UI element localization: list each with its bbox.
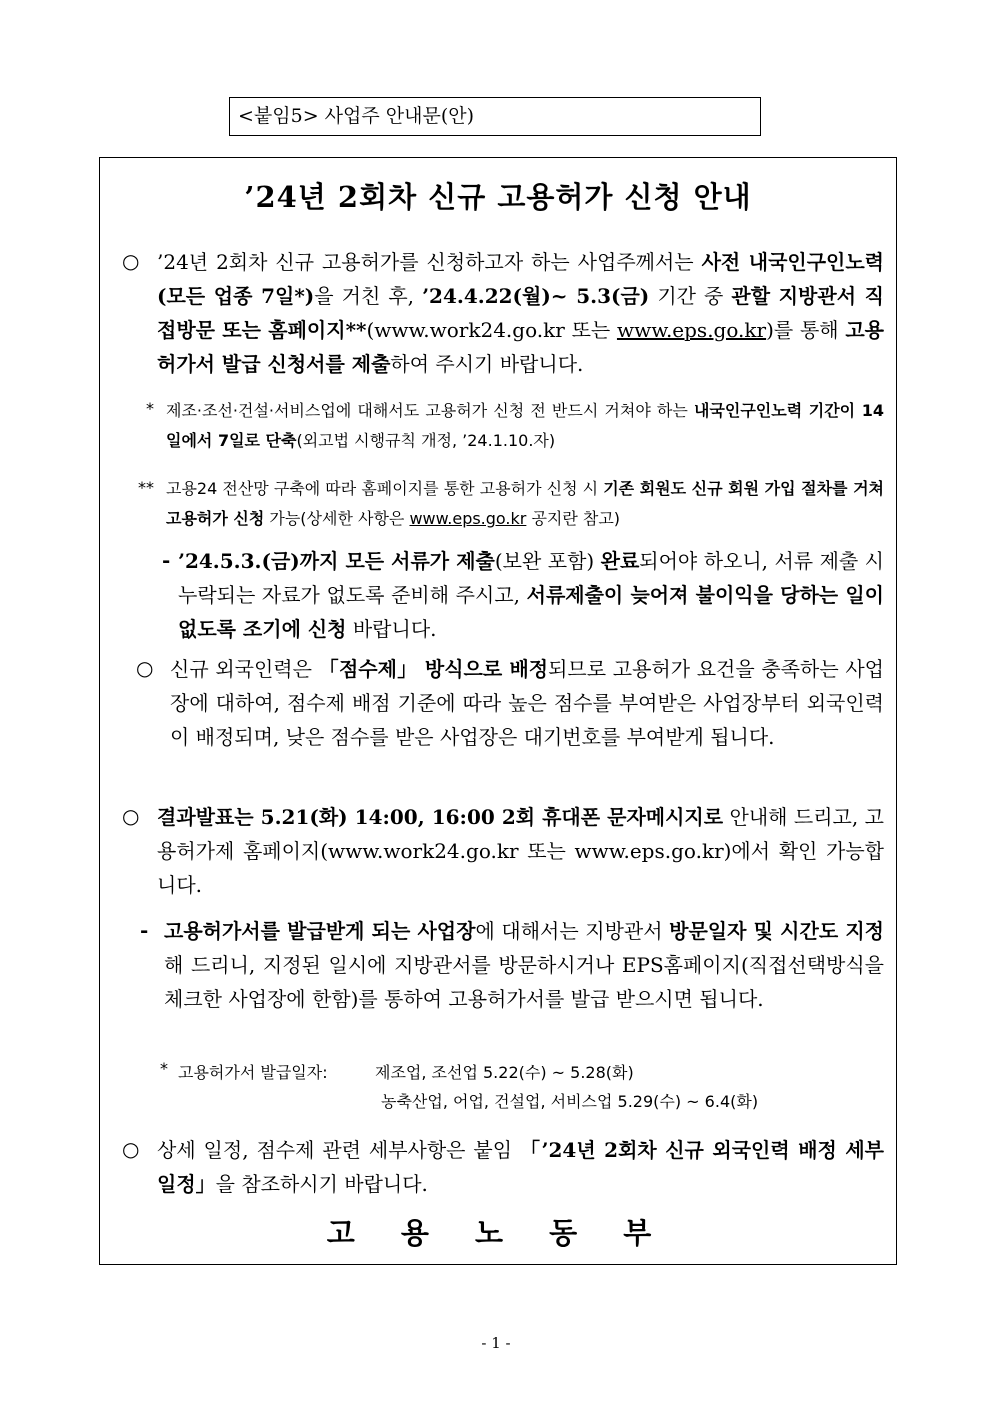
permit-issuance-notice: 고용허가서를 발급받게 되는 사업장에 대해서는 지방관서 방문일자 및 시간도 지정해 드리니, 지정된 일시에 지방관서를 방문하시거나 EPS홈페이지(직접선택방식을 체크한 사업장에 한함)를 통하여 고용허가서를 발급 받으시면 됩니다. <box>164 919 884 1011</box>
issuance-date-line1: 제조업, 조선업 5.22(수) ~ 5.28(화) <box>375 1063 634 1082</box>
bullet-circle: ○ <box>122 804 140 828</box>
page-number: - 1 - <box>481 1334 511 1352</box>
dash-mark: - <box>162 548 171 572</box>
deadline-notice: ’24.5.3.(금)까지 모든 서류가 제출(보완 포함) 완료되어야 하오니, 서류 제출 시 누락되는 자료가 없도록 준비해 주시고, 서류제출이 늦어져 불이익을 당하는 일이 없도록 조기에 신청 바랍니다. <box>178 549 885 641</box>
bullet-circle: ○ <box>122 249 140 273</box>
double-asterisk-mark: ** <box>138 478 154 497</box>
note-membership-signup: 고용24 전산망 구축에 따라 홈페이지를 통한 고용허가 신청 시 기존 회원도 신규 회원 가입 절차를 거쳐 고용허가 신청 가능(상세한 사항은 www.eps.go.kr 공지란 참고) <box>166 479 885 528</box>
dash-mark: - <box>140 918 149 942</box>
section-point-system: 신규 외국인력은 「점수제」 방식으로 배정되므로 고용허가 요건을 충족하는 사업장에 대하여, 점수제 배점 기준에 따라 높은 점수를 부여받은 사업장부터 외국인력이 배정되며, 낮은 점수를 받은 사업장은 대기번호를 부여받게 됩니다. <box>170 657 884 749</box>
section-detailed-schedule: 상세 일정, 점수제 관련 세부사항은 붙임 「’24년 2회차 신규 외국인력 배정 세부일정」을 참조하시기 바랍니다. <box>157 1138 884 1196</box>
eps-link[interactable]: www.eps.go.kr <box>409 509 527 528</box>
asterisk-mark: * <box>146 399 154 418</box>
issuance-date-label: 고용허가서 발급일자: <box>178 1063 328 1082</box>
notice-box <box>99 157 897 1265</box>
notice-title: ’24년 2회차 신규 고용허가 신청 안내 <box>244 180 752 214</box>
bullet-circle: ○ <box>136 656 154 680</box>
section-result-announcement: 결과발표는 5.21(화) 14:00, 16:00 2회 휴대폰 문자메시지로 안내해 드리고, 고용허가제 홈페이지(www.work24.go.kr 또는 www.eps.go.kr)에서 확인 가능합니다. <box>157 805 885 897</box>
bullet-circle: ○ <box>122 1137 140 1161</box>
ministry-signature: 고 용 노 동 부 <box>326 1216 670 1250</box>
eps-link[interactable]: www.eps.go.kr <box>616 318 767 342</box>
note-domestic-recruitment: 제조·조선·건설·서비스업에 대해서도 고용허가 신청 전 반드시 거쳐야 하는 내국인구인노력 기간이 14일에서 7일로 단축(외고법 시행규칙 개정, ’24.1.10.자) <box>166 401 884 450</box>
asterisk-mark: * <box>160 1059 168 1078</box>
attachment-label: <붙임5> 사업주 안내문(안) <box>229 97 761 136</box>
issuance-date-line2: 농축산업, 어업, 건설업, 서비스업 5.29(수) ~ 6.4(화) <box>381 1092 759 1111</box>
section-application-period: ’24년 2회차 신규 고용허가를 신청하고자 하는 사업주께서는 사전 내국인구인노력(모든 업종 7일*)을 거친 후, ’24.4.22(월)~ 5.3(금) 기간 중 관할 지방관서 직접방문 또는 홈페이지**(www.work24.go.kr 또는 www.eps.go.kr)를 통해 고용허가서 발급 신청서를 제출하여 주시기 바랍니다. <box>157 250 884 376</box>
